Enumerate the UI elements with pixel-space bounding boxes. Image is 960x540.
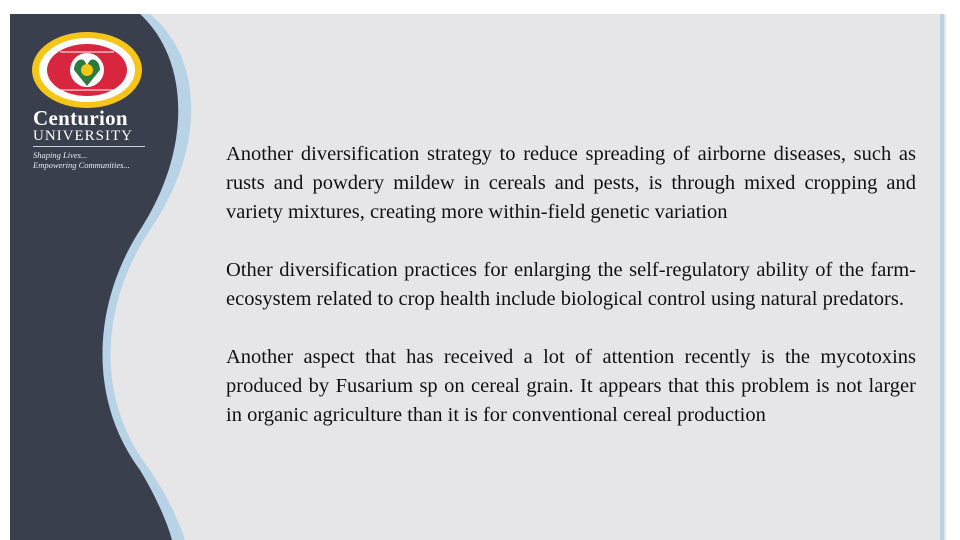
- paragraph-mixed-cropping: Another diversification strategy to reduce spreading of airborne diseases, such as rusts and powdery mildew in cereals and pests, is through mixed cropping and variety mixtures, creating more within-field genetic variation: [226, 143, 916, 223]
- brand-block: [33, 107, 183, 170]
- paragraph-mycotoxins: Another aspect that has received a lot of attention recently is the mycotoxins produced by Fusarium sp on cereal grain. It appears that this problem is not larger in organic agriculture than it is for conventional cereal production: [226, 346, 916, 426]
- university-logo: [30, 30, 145, 110]
- tagline-line-1: Shaping Lives...: [33, 150, 88, 160]
- right-accent-strip: [940, 14, 944, 540]
- brand-name: Centurion: [33, 106, 128, 130]
- tagline-line-2: Empowering Communities...: [33, 160, 130, 170]
- paragraph-biological-control: Other diversification practices for enlarging the self-regulatory ability of the farm-ecosystem related to crop health include biological control using natural predators.: [226, 259, 916, 310]
- brand-university: UNIVERSITY: [33, 129, 145, 147]
- slide-body: [226, 140, 916, 430]
